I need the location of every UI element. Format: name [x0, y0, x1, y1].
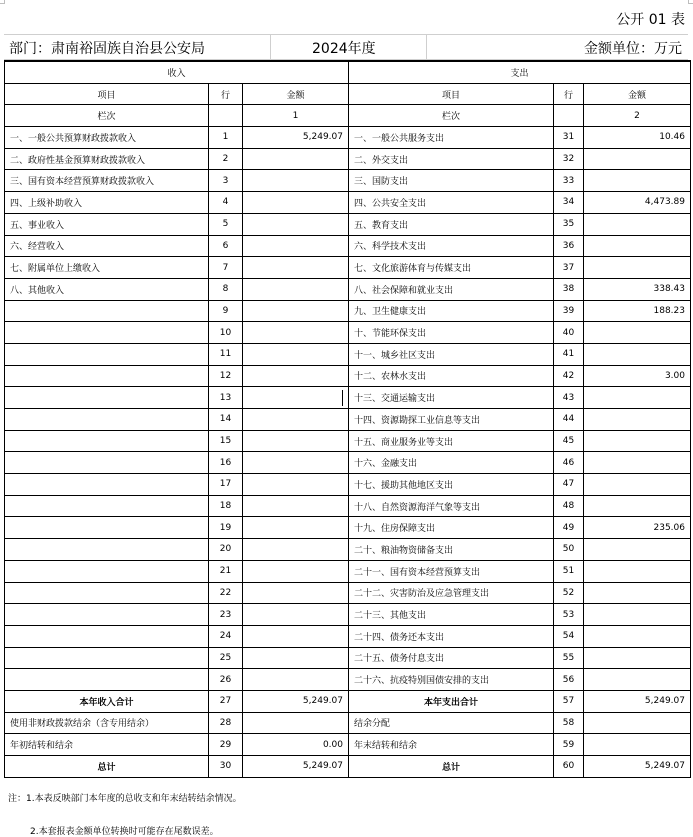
expense-item-cell: 十四、资源勘探工业信息等支出: [349, 409, 554, 431]
income-grand-total-row-number: 30: [209, 756, 243, 778]
expense-amount-cell: [584, 474, 691, 496]
closing-balance-amount: [584, 734, 691, 756]
expense-amount-cell: [584, 647, 691, 669]
income-item-cell: 二、政府性基金预算财政拨款收入: [5, 148, 209, 170]
expense-amount-header: 金额: [584, 83, 691, 105]
income-item-cell: [5, 387, 209, 409]
balance-distribution-label: 结余分配: [349, 712, 554, 734]
expense-row-number-cell: 46: [554, 452, 584, 474]
non-fiscal-balance-row: [5, 712, 691, 734]
income-amount-cell: [243, 278, 349, 300]
grand-total-row: [5, 756, 691, 778]
expense-row-number-cell: 45: [554, 430, 584, 452]
income-item-cell: [5, 322, 209, 344]
expense-item-cell: 九、卫生健康支出: [349, 300, 554, 322]
income-item-cell: 一、一般公共预算财政拨款收入: [5, 127, 209, 149]
column-number-row: [5, 105, 691, 127]
income-item-cell: 五、事业收入: [5, 213, 209, 235]
expense-row-number-cell: 56: [554, 669, 584, 691]
expense-row-number-cell: 53: [554, 604, 584, 626]
income-amount-cell: [243, 365, 349, 387]
expense-amount-cell: [584, 625, 691, 647]
income-amount-cell: [243, 625, 349, 647]
income-row-number-cell: 26: [209, 669, 243, 691]
expense-item-cell: 二十三、其他支出: [349, 604, 554, 626]
table-row: [5, 235, 691, 257]
expense-amount-cell: [584, 387, 691, 409]
income-item-cell: [5, 669, 209, 691]
expense-item-cell: 四、公共安全支出: [349, 192, 554, 214]
table-row: [5, 474, 691, 496]
expense-amount-cell: [584, 235, 691, 257]
report-year: 2024年度: [312, 41, 376, 57]
expense-row-number-cell: 39: [554, 300, 584, 322]
income-row-number-cell: 4: [209, 192, 243, 214]
income-row-number-cell: 16: [209, 452, 243, 474]
expense-item-cell: 三、国防支出: [349, 170, 554, 192]
expense-amount-cell: [584, 452, 691, 474]
expense-row-number-cell: 36: [554, 235, 584, 257]
table-row: [5, 257, 691, 279]
income-item-cell: [5, 560, 209, 582]
income-amount-header: 金额: [243, 83, 349, 105]
income-amount-cell: [243, 213, 349, 235]
table-row: [5, 148, 691, 170]
income-item-cell: [5, 343, 209, 365]
income-expense-total-row: [5, 690, 691, 712]
closing-balance-label: 年末结转和结余: [349, 734, 554, 756]
income-amount-cell: [243, 387, 349, 409]
income-item-cell: [5, 365, 209, 387]
expense-item-cell: 十六、金融支出: [349, 452, 554, 474]
expense-item-cell: 十五、商业服务业等支出: [349, 430, 554, 452]
table-row: [5, 582, 691, 604]
income-amount-cell: 5,249.07: [243, 127, 349, 149]
income-amount-cell: [243, 148, 349, 170]
income-amount-cell: [243, 430, 349, 452]
income-amount-cell: [243, 322, 349, 344]
expense-row-number-cell: 34: [554, 192, 584, 214]
table-row: [5, 387, 691, 409]
expense-item-cell: 十七、援助其他地区支出: [349, 474, 554, 496]
expense-grand-total-amount: 5,249.07: [584, 756, 691, 778]
income-row-number-cell: 12: [209, 365, 243, 387]
expense-row-number-cell: 33: [554, 170, 584, 192]
income-row-number-cell: 21: [209, 560, 243, 582]
expense-row-number-cell: 50: [554, 539, 584, 561]
income-row-number-cell: 3: [209, 170, 243, 192]
table-row: [5, 647, 691, 669]
income-row-number-cell: 6: [209, 235, 243, 257]
income-total-row-number: 27: [209, 690, 243, 712]
expense-amount-cell: [584, 430, 691, 452]
income-item-cell: [5, 517, 209, 539]
text-cursor: [342, 390, 343, 406]
expense-item-cell: 十三、交通运输支出: [349, 387, 554, 409]
income-row-number-cell: 18: [209, 495, 243, 517]
table-row: [5, 300, 691, 322]
income-item-cell: [5, 300, 209, 322]
income-item-cell: [5, 539, 209, 561]
expense-row-number-cell: 41: [554, 343, 584, 365]
expense-amount-cell: [584, 148, 691, 170]
expense-total-label: 本年支出合计: [349, 690, 554, 712]
income-amount-cell: [243, 235, 349, 257]
non-fiscal-balance-row-number: 28: [209, 712, 243, 734]
expense-row-number-cell: 55: [554, 647, 584, 669]
note-1: 注：1.本表反映部门本年度的总收支和年末结转结余情况。: [8, 794, 242, 804]
table-row: [5, 604, 691, 626]
balance-distribution-amount: [584, 712, 691, 734]
expense-item-cell: 二十六、抗疫特别国债安排的支出: [349, 669, 554, 691]
expense-item-cell: 十一、城乡社区支出: [349, 343, 554, 365]
opening-closing-balance-row: [5, 734, 691, 756]
expense-item-cell: 六、科学技术支出: [349, 235, 554, 257]
department-label: 部门：肃南裕固族自治县公安局: [9, 41, 205, 57]
income-row-number-cell: 24: [209, 625, 243, 647]
expense-row-number-cell: 49: [554, 517, 584, 539]
income-item-cell: [5, 474, 209, 496]
expense-row-number-cell: 52: [554, 582, 584, 604]
expense-row-number-cell: 40: [554, 322, 584, 344]
expense-row-number-cell: 47: [554, 474, 584, 496]
expense-row-number-cell: 35: [554, 213, 584, 235]
expense-amount-cell: [584, 539, 691, 561]
income-item-cell: 六、经营收入: [5, 235, 209, 257]
non-fiscal-balance-label: 使用非财政拨款结余（含专用结余）: [5, 712, 209, 734]
table-row: [5, 365, 691, 387]
expense-amount-cell: [584, 322, 691, 344]
expense-amount-cell: [584, 560, 691, 582]
expense-amount-cell: 235.06: [584, 517, 691, 539]
income-item-cell: 三、国有资本经营预算财政拨款收入: [5, 170, 209, 192]
income-amount-cell: [243, 343, 349, 365]
expense-grand-total-label: 总计: [349, 756, 554, 778]
income-row-number-cell: 5: [209, 213, 243, 235]
expense-row-number-cell: 48: [554, 495, 584, 517]
income-item-cell: [5, 452, 209, 474]
income-colnum: 1: [243, 105, 349, 127]
expense-row-number-cell: 51: [554, 560, 584, 582]
income-item-cell: [5, 582, 209, 604]
expense-item-cell: 二、外交支出: [349, 148, 554, 170]
table-row: [5, 517, 691, 539]
expense-item-cell: 八、社会保障和就业支出: [349, 278, 554, 300]
expense-amount-cell: 4,473.89: [584, 192, 691, 214]
table-row: [5, 452, 691, 474]
table-row: [5, 192, 691, 214]
expense-amount-cell: [584, 669, 691, 691]
income-amount-cell: [243, 647, 349, 669]
expense-amount-cell: [584, 495, 691, 517]
income-item-cell: [5, 430, 209, 452]
income-total-amount: 5,249.07: [243, 690, 349, 712]
income-row-number-cell: 11: [209, 343, 243, 365]
expense-colnum-row-cell: [554, 105, 584, 127]
expense-amount-cell: [584, 213, 691, 235]
income-item-cell: [5, 625, 209, 647]
income-total-label: 本年收入合计: [5, 690, 209, 712]
table-row: [5, 409, 691, 431]
income-amount-cell: [243, 300, 349, 322]
expense-item-cell: 一、一般公共服务支出: [349, 127, 554, 149]
table-row: [5, 127, 691, 149]
form-code: 公开 01 表: [616, 12, 685, 28]
amount-unit: 金额单位：万元: [584, 41, 682, 57]
opening-balance-label: 年初结转和结余: [5, 734, 209, 756]
expense-amount-cell: [584, 257, 691, 279]
income-amount-cell: [243, 560, 349, 582]
income-item-cell: 四、上级补助收入: [5, 192, 209, 214]
income-row-number-cell: 9: [209, 300, 243, 322]
expense-row-number-cell: 44: [554, 409, 584, 431]
income-item-header: 项目: [5, 83, 209, 105]
expense-section-title: 支出: [349, 61, 691, 83]
income-row-number-cell: 20: [209, 539, 243, 561]
page-corner-mark-top-left-v: [4, 0, 5, 4]
page-corner-mark-top-right-v: [688, 0, 689, 4]
section-header-row: [5, 61, 691, 83]
table-row: [5, 170, 691, 192]
expense-item-cell: 五、教育支出: [349, 213, 554, 235]
header-divider: [426, 35, 427, 59]
income-amount-cell: [243, 409, 349, 431]
income-amount-cell: [243, 582, 349, 604]
expense-item-cell: 二十、粮油物资储备支出: [349, 539, 554, 561]
expense-row-number-cell: 42: [554, 365, 584, 387]
income-row-number-cell: 15: [209, 430, 243, 452]
expense-row-number-cell: 31: [554, 127, 584, 149]
income-item-cell: 八、其他收入: [5, 278, 209, 300]
income-row-number-cell: 10: [209, 322, 243, 344]
income-amount-cell: [243, 669, 349, 691]
expense-amount-cell: [584, 343, 691, 365]
expense-item-cell: 七、文化旅游体育与传媒支出: [349, 257, 554, 279]
expense-item-cell: 十八、自然资源海洋气象等支出: [349, 495, 554, 517]
expense-item-header: 项目: [349, 83, 554, 105]
income-row-number-cell: 22: [209, 582, 243, 604]
income-item-cell: [5, 495, 209, 517]
income-row-number-cell: 13: [209, 387, 243, 409]
expense-row-header: 行: [554, 83, 584, 105]
expense-amount-cell: [584, 582, 691, 604]
expense-amount-cell: [584, 170, 691, 192]
income-item-cell: [5, 604, 209, 626]
table-row: [5, 343, 691, 365]
income-expense-table: [4, 60, 691, 778]
income-item-cell: 七、附属单位上缴收入: [5, 257, 209, 279]
expense-total-amount: 5,249.07: [584, 690, 691, 712]
expense-row-number-cell: 37: [554, 257, 584, 279]
income-grand-total-amount: 5,249.07: [243, 756, 349, 778]
expense-amount-cell: 3.00: [584, 365, 691, 387]
note-2: 2.本套报表金额单位转换时可能存在尾数误差。: [30, 827, 219, 837]
expense-amount-cell: [584, 409, 691, 431]
opening-balance-amount: 0.00: [243, 734, 349, 756]
expense-amount-cell: [584, 604, 691, 626]
expense-item-cell: 二十五、债务付息支出: [349, 647, 554, 669]
income-colnum-label: 栏次: [5, 105, 209, 127]
income-row-number-cell: 2: [209, 148, 243, 170]
opening-balance-row-number: 29: [209, 734, 243, 756]
expense-item-cell: 二十四、债务还本支出: [349, 625, 554, 647]
income-row-header: 行: [209, 83, 243, 105]
balance-distribution-row-number: 58: [554, 712, 584, 734]
expense-amount-cell: 338.43: [584, 278, 691, 300]
income-amount-cell: [243, 539, 349, 561]
income-amount-cell: [243, 257, 349, 279]
expense-total-row-number: 57: [554, 690, 584, 712]
table-row: [5, 430, 691, 452]
report-header: [4, 34, 688, 60]
table-row: [5, 560, 691, 582]
expense-grand-total-row-number: 60: [554, 756, 584, 778]
table-row: [5, 539, 691, 561]
income-row-number-cell: 14: [209, 409, 243, 431]
income-row-number-cell: 17: [209, 474, 243, 496]
income-colnum-row-cell: [209, 105, 243, 127]
table-row: [5, 669, 691, 691]
expense-item-cell: 十二、农林水支出: [349, 365, 554, 387]
expense-item-cell: 十、节能环保支出: [349, 322, 554, 344]
expense-colnum-label: 栏次: [349, 105, 554, 127]
table-row: [5, 278, 691, 300]
table-row: [5, 213, 691, 235]
income-amount-cell: [243, 452, 349, 474]
income-row-number-cell: 7: [209, 257, 243, 279]
table-row: [5, 495, 691, 517]
income-item-cell: [5, 647, 209, 669]
income-amount-cell: [243, 192, 349, 214]
closing-balance-row-number: 59: [554, 734, 584, 756]
income-amount-cell: [243, 604, 349, 626]
expense-amount-cell: 10.46: [584, 127, 691, 149]
expense-colnum: 2: [584, 105, 691, 127]
income-row-number-cell: 19: [209, 517, 243, 539]
header-divider: [270, 35, 271, 59]
income-row-number-cell: 25: [209, 647, 243, 669]
column-header-row: [5, 83, 691, 105]
income-amount-cell: [243, 474, 349, 496]
expense-row-number-cell: 38: [554, 278, 584, 300]
expense-item-cell: 二十一、国有资本经营预算支出: [349, 560, 554, 582]
income-row-number-cell: 1: [209, 127, 243, 149]
income-amount-cell: [243, 517, 349, 539]
expense-amount-cell: 188.23: [584, 300, 691, 322]
expense-row-number-cell: 54: [554, 625, 584, 647]
expense-item-cell: 十九、住房保障支出: [349, 517, 554, 539]
income-amount-cell: [243, 170, 349, 192]
table-row: [5, 625, 691, 647]
income-row-number-cell: 8: [209, 278, 243, 300]
expense-item-cell: 二十二、灾害防治及应急管理支出: [349, 582, 554, 604]
non-fiscal-balance-amount: [243, 712, 349, 734]
income-grand-total-label: 总计: [5, 756, 209, 778]
expense-row-number-cell: 43: [554, 387, 584, 409]
income-amount-cell: [243, 495, 349, 517]
expense-row-number-cell: 32: [554, 148, 584, 170]
table-row: [5, 322, 691, 344]
income-row-number-cell: 23: [209, 604, 243, 626]
income-section-title: 收入: [5, 61, 349, 83]
income-item-cell: [5, 409, 209, 431]
